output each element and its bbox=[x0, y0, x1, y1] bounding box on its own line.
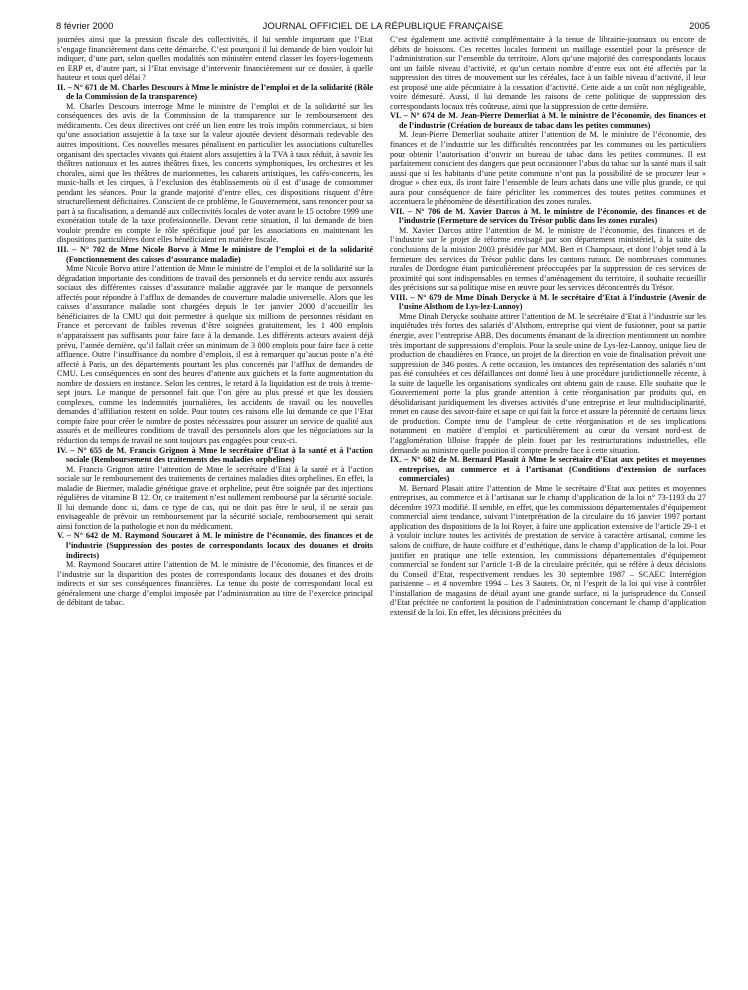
question-7-heading: VII. – N° 706 de M. Xavier Darcos à M. le ministre de l’économie, des finances et de l’industrie (Fermeture de services du Trésor public dans les zones rurales) bbox=[390, 206, 706, 226]
question-6-heading: VI. – N° 674 de M. Jean-Pierre Demerliat à M. le ministre de l’économie, des finances et de l’industrie (Création de bureaux de tabac dans les petites communes) bbox=[390, 111, 706, 130]
question-8-heading: VIII. – N° 679 de Mme Dinah Derycke à M. le secrétaire d’Etat à l’industrie (Avenir de l’usine Alsthom de Lys-lez-Lannoy) bbox=[390, 292, 706, 312]
question-6-body: M. Jean-Pierre Demerliat souhaite attirer l’attention de M. le ministre de l’économie, des finances et de l’industrie sur les difficultés rencontrées par les communes ou les particuliers pour obtenir l’autorisation d’ouvrir un bureau de tabac dans les petites communes. Il est parfaitement conscient des dangers que peut occasionner l’abus du tabac sur la santé mais il sait aussi que si les habitants d’une petite commune n’ont pas la possibilité de se procurer leur « drogue » chez eux, ils iront faire l’ensemble de leurs achats dans une ville plus grande, ce qui aura pour conséquence de faire péricliter les commerces des toutes petites communes et accentuera le phénomène de désertification des zones rurales. bbox=[390, 130, 706, 207]
continued-paragraph: C’est également une activité complémentaire à la tenue de librairie-journaux ou encore de débits de boissons. Ces recettes locales forment un maillage essentiel pour la présence de l’administration sur l’ensemble du territoire. Alors qu’une majorité des correspondants locaux ont un faible niveau d’activité, et qu’un certain nombre d’entre eux ont été affectés par la suppression des titres de mouvement sur les céréales, face à un faible niveau d’activité, il leur est proposé une aide pécuniaire à la cessation d’activité. Cette aide a un coût non négligeable, voire démesuré. Aussi, il lui demande les raisons de cette politique de suppression des correspondants locaux très coûteuse, ainsi que la suppression de cette dernière. bbox=[390, 35, 706, 111]
question-4-heading: IV. – N° 655 de M. Francis Grignon à Mme le secrétaire d’Etat à la santé et à l’action sociale (Remboursement des traitements des maladies orphelines) bbox=[57, 445, 373, 465]
question-2-body: M. Charles Descours interroge Mme le ministre de l’emploi et de la solidarité sur les conséquences des avis de la Commission de la transparence sur le remboursement des médicaments. Ces deux directives ont créé un lien entre les trois impôts commerciaux, si bien qu’une association assujettie à la taxe sur la valeur ajoutée devient désormais redevable des autres impositions. Ces nouvelles mesures pénalisent en particulier les associations culturelles organisant des spectacles vivants qui étaient alors assujetties à la TVA à taux réduit, à savoir les théâtres nationaux et les autres théâtres fixes, les concerts symphoniques, les orchestres et les chorales, ainsi que les théâtres de marionnettes, les cabarets artistiques, les cafés-concerts, les music-halls et les cirques, à l’exclusion des établissements où il est d’usage de consommer pendant les séances. Pour la grande majorité d’entre elles, ces dispositions risquent d’être structurellement déficitaires. Conscient de ce problème, le Gouvernement, sans renoncer pour sa part à sa fiscalisation, a demandé aux collectivités locales de voter avant le 15 octobre 1999 une exonération totale de la taxe professionnelle. Devant cette situation, il lui demande de bien vouloir prendre en compte le rôle spécifique joué par les associations en maintenant les dispositions particulières dont elles bénéficiaient en matière fiscale. bbox=[57, 101, 373, 245]
question-9-body: M. Bernard Plasait attire l’attention de Mme le secrétaire d’Etat aux petites et moyennes entreprises, au commerce et à l’artisanat sur le champ d’application de la loi n° 73-1193 du 27 décembre 1973 modifié. Il semble, en effet, que les commissions départementales d’équipement commercial aient tendance, suivant l’interprétation de la circulaire du 16 janvier 1997 portant application des dispositions de la loi Royer, à faire une application extensive de l’article 29-1 et à vouloir inclure toutes les activités de prestation de service à caractère artisanal, comme les salons de coiffure, de haute coiffure et d’esthétique, dans le champ d’application de la loi. Pour justifier en pratique une telle extension, les commissions départementales d’équipement commercial se fondent sur l’article 1-B de la circulaire précitée, qui se réfère à deux décisions du Conseil d’Etat, respectivement rendues les 30 septembre 1987 – SCAEC Interrégion parisienne – et 4 novembre 1994 – Les 3 Sautets. Or, ni l’esprit de la loi qui vise à contrôler l’installation de magasins de détail ayant une grande surface, ni la jurisprudence du Conseil d’Etat précitée ne confortent la position de l’administration concernant le champ d’application extensif de la loi. En effet, les décisions précitées du bbox=[390, 483, 706, 617]
question-9-heading: IX. – N° 682 de M. Bernard Plasait à Mme le secrétaire d’Etat aux petites et moyennes entreprises, au commerce et à l’artisanat (Conditions d’extension de surfaces commerciales) bbox=[390, 455, 706, 484]
right-column bbox=[390, 35, 706, 985]
continued-paragraph: journées ainsi que la pression fiscale des collectivités, il lui semble important que l’Etat s’engage financièrement dans cette démarche. C’est pourquoi il lui demande de bien vouloir lui indiquer, d’une part, selon quelles modalités son ministère entend classer les foyers-logements en ERP et, d’autre part, si l’Etat envisage d’intervenir financièrement sur ce dossier, à quelle hauteur et sous quel délai ? bbox=[57, 35, 373, 83]
question-3-heading: III. – N° 702 de Mme Nicole Borvo à Mme le ministre de l’emploi et de la solidarité (Fonctionnement des caisses d’assurance maladie) bbox=[57, 245, 373, 264]
question-2-heading: II. – N° 671 de M. Charles Descours à Mme le ministre de l’emploi et de la solidarité (Rôle de la Commission de la transparence) bbox=[57, 82, 373, 102]
question-4-body: M. Francis Grignon attire l’attention de Mme le secrétaire d’Etat à la santé et à l’action sociale sur le remboursement des traitements de certaines maladies dites orphelines. En effet, la maladie de Biermer, maladie génétique grave et orpheline, peut être soignée par des injections régulières de vitamine B 12. Or, ce traitement n’est nullement remboursé par la sécurité sociale. Il lui demande donc si, dans ce type de cas, qui ne doit pas être le seul, il ne serait pas envisageable de prévoir un remboursement par la sécurité sociale, remboursement qui serait ainsi fonction de la pathologie et non du médicament. bbox=[57, 464, 373, 531]
question-5-body: M. Raymond Soucaret attire l’attention de M. le ministre de l’économie, des finances et de l’industrie sur la disparition des postes de correspondants locaux des douanes et des droits indirects et sur ses conséquences financières. La tenue du poste de correspondant local est généralement une charge d’emploi imposée par l’administration au titre de l’exercice principal de débitant de tabac. bbox=[57, 560, 373, 608]
question-7-body: M. Xavier Darcos attire l’attention de M. le ministre de l’économie, des finances et de l’industrie sur le projet de réforme envisagé par son département ministériel, à la suite des conclusions de la mission 2003 présidée par MM. Bert et Champsaur, et dont l’objet tend à la fermeture des services du Trésor public dans les cantons ruraux. De nombreuses communes rurales de Dordogne étant particulièrement préoccupées par la suppression de ces services de proximité qui sont indispensables en termes d’aménagement du territoire, il souhaite recueillir des précisions sur sa politique mise en œuvre pour les services déconcentrés du Trésor. bbox=[390, 225, 706, 293]
left-column bbox=[57, 35, 373, 985]
journal-title: JOURNAL OFFICIEL DE LA RÉPUBLIQUE FRANÇAISE bbox=[262, 20, 504, 31]
page-number: 2005 bbox=[689, 20, 710, 31]
question-5-heading: V. – N° 642 de M. Raymond Soucaret à M. le ministre de l’économie, des finances et de l’industrie (Suppression des postes de correspondants locaux des douanes et droits indirects) bbox=[57, 531, 373, 560]
page-header bbox=[56, 20, 710, 36]
question-3-body: Mme Nicole Borvo attire l’attention de Mme le ministre de l’emploi et de la solidarité sur la dégradation importante des conditions de travail des personnels et du service rendu aux assurés sociaux des différentes caisses d’assurance maladie aggravée par le manque de personnels affectés pour répondre à l’afflux de demandes de couverture maladie universelle. Alors que les caisses d’assurance maladie sont chargées depuis le 1er janvier 2000 d’accueillir les bénéficiaires de la CMU qui doit permettre à quelque six millions de personnes résidant en France et percevant de faibles revenus d’être soignées gratuitement, les 1 400 emplois n’apparaissent pas suffisants pour faire face à la demande. Les différents acteurs avaient déjà prévu, l’année dernière, qu’il fallait créer un minimum de 3 000 emplois pour faire face à cette affluence. Outre l’insuffisance du nombre d’emplois, il est à remarquer qu’aucun poste n’a été affecté à Paris, un des départements pourtant les plus concernés par l’afflux de demandes de CMU. Les conséquences en sont des heures d’attente aux guichets et la forte augmentation du nombre de dossiers en instance. Selon les centres, le retard à la liquidation est de trois à trente-sept jours. Le manque de personnel fait que l’on gère au plus pressé et que les dossiers complexes, comme les indemnités journalières, les accidents de travail ou les nouvelles demandes d’affiliation restent en solde. Pour toutes ces raisons elle lui demande ce que l’Etat compte faire pour créer le nombre de postes nécessaires pour assurer un service de qualité aux assurés et de meilleures conditions de travail des personnels alors que les négociations sur la réduction du temps de travail ne sont toujours pas engagées pour ceux-ci. bbox=[57, 264, 373, 445]
question-8-body: Mme Dinah Derycke souhaite attirer l’attention de M. le secrétaire d’Etat à l’industrie sur les inquiétudes très fortes des salariés d’Alsthom, entreprise qui vient de fusionner, pour sa partie énergie, avec l’entreprise ABB. Des documents émanant de la direction mentionnent un nombre très important de suppressions d’emplois. Pour la seule usine de Lys-lez-Lannoy, unique lieu de production de chaudières en France, un projet de la direction en voie de finalisation prévoit une suppression de 346 postes. A cette occasion, les instances des représentation des salariés n’ont pas été consultées et ces défaillances ont donné lieu à une procédure juridictionnelle récente, à la suite de laquelle les organisations syndicales ont obtenu gain de cause. Elle souhaite que le Gouvernement porte la plus grande attention à cette réorganisation par produits qui, en désolidarisant juridiquement les diverses activités d’une entreprise et leur multidisciplinarité, remet en cause des savoir-faire et sape ce qui fait la force et assure la pérennité de certains lieux de production. Compte tenu de l’ampleur de cette réorganisation et de ses implications notamment en matière d’emploi et particulièrement au cœur du versant nord-est de l’agglomération lilloise frappée de plein fouet par les restructurations industrielles, elle demande au ministre quelle position il compte prendre face à cette situation. bbox=[390, 311, 706, 455]
issue-date: 8 février 2000 bbox=[56, 20, 114, 31]
